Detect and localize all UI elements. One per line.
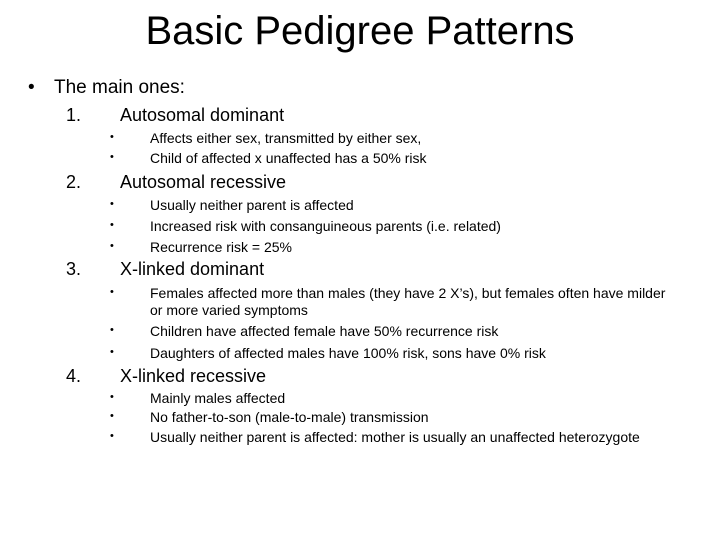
section-1-heading: Autosomal dominant — [120, 105, 285, 125]
bullet-icon: • — [110, 198, 114, 210]
intro-bullet — [28, 76, 185, 100]
list-item-text: Children have affected female have 50% recurrence risk — [150, 323, 499, 339]
list-item-text: Usually neither parent is affected — [150, 197, 354, 213]
section-3-number: 3. — [66, 259, 82, 279]
bullet-icon: • — [110, 240, 114, 252]
section-1-number: 1. — [66, 105, 82, 125]
bullet-icon: • — [28, 77, 35, 98]
list-item-text: Usually neither parent is affected: mother is usually an unaffected heterozygote — [150, 429, 640, 445]
list-item-text: Females affected more than males (they have 2 X’s), but females often have milder or more varied symptoms — [150, 285, 666, 318]
section-3-heading: X-linked dominant — [120, 259, 265, 279]
list-item-text: No father-to-son (male-to-male) transmission — [150, 409, 429, 425]
bullet-icon: • — [110, 391, 114, 403]
bullet-icon: • — [110, 131, 114, 143]
bullet-icon: • — [110, 219, 114, 231]
slide-title: Basic Pedigree Patterns — [145, 9, 575, 53]
bullet-icon: • — [110, 324, 114, 336]
section-2-number: 2. — [66, 172, 82, 192]
bullet-icon: • — [110, 286, 114, 298]
section-4-number: 4. — [66, 366, 82, 386]
section-4-heading: X-linked recessive — [120, 366, 267, 386]
list-item-text: Mainly males affected — [150, 390, 286, 406]
bullet-icon: • — [110, 346, 114, 358]
list-item-text: Daughters of affected males have 100% risk, sons have 0% risk — [150, 345, 546, 361]
section-2-heading: Autosomal recessive — [120, 172, 287, 192]
intro-text: The main ones: — [54, 77, 185, 98]
list-item-text: Affects either sex, transmitted by either sex, — [150, 130, 422, 146]
bullet-icon: • — [110, 430, 114, 442]
bullet-icon: • — [110, 151, 114, 163]
list-item-text: Increased risk with consanguineous parents (i.e. related) — [150, 218, 501, 234]
bullet-icon: • — [110, 410, 114, 422]
list-item-text: Recurrence risk = 25% — [150, 239, 293, 255]
list-item-text: Child of affected x unaffected has a 50% risk — [150, 150, 427, 166]
